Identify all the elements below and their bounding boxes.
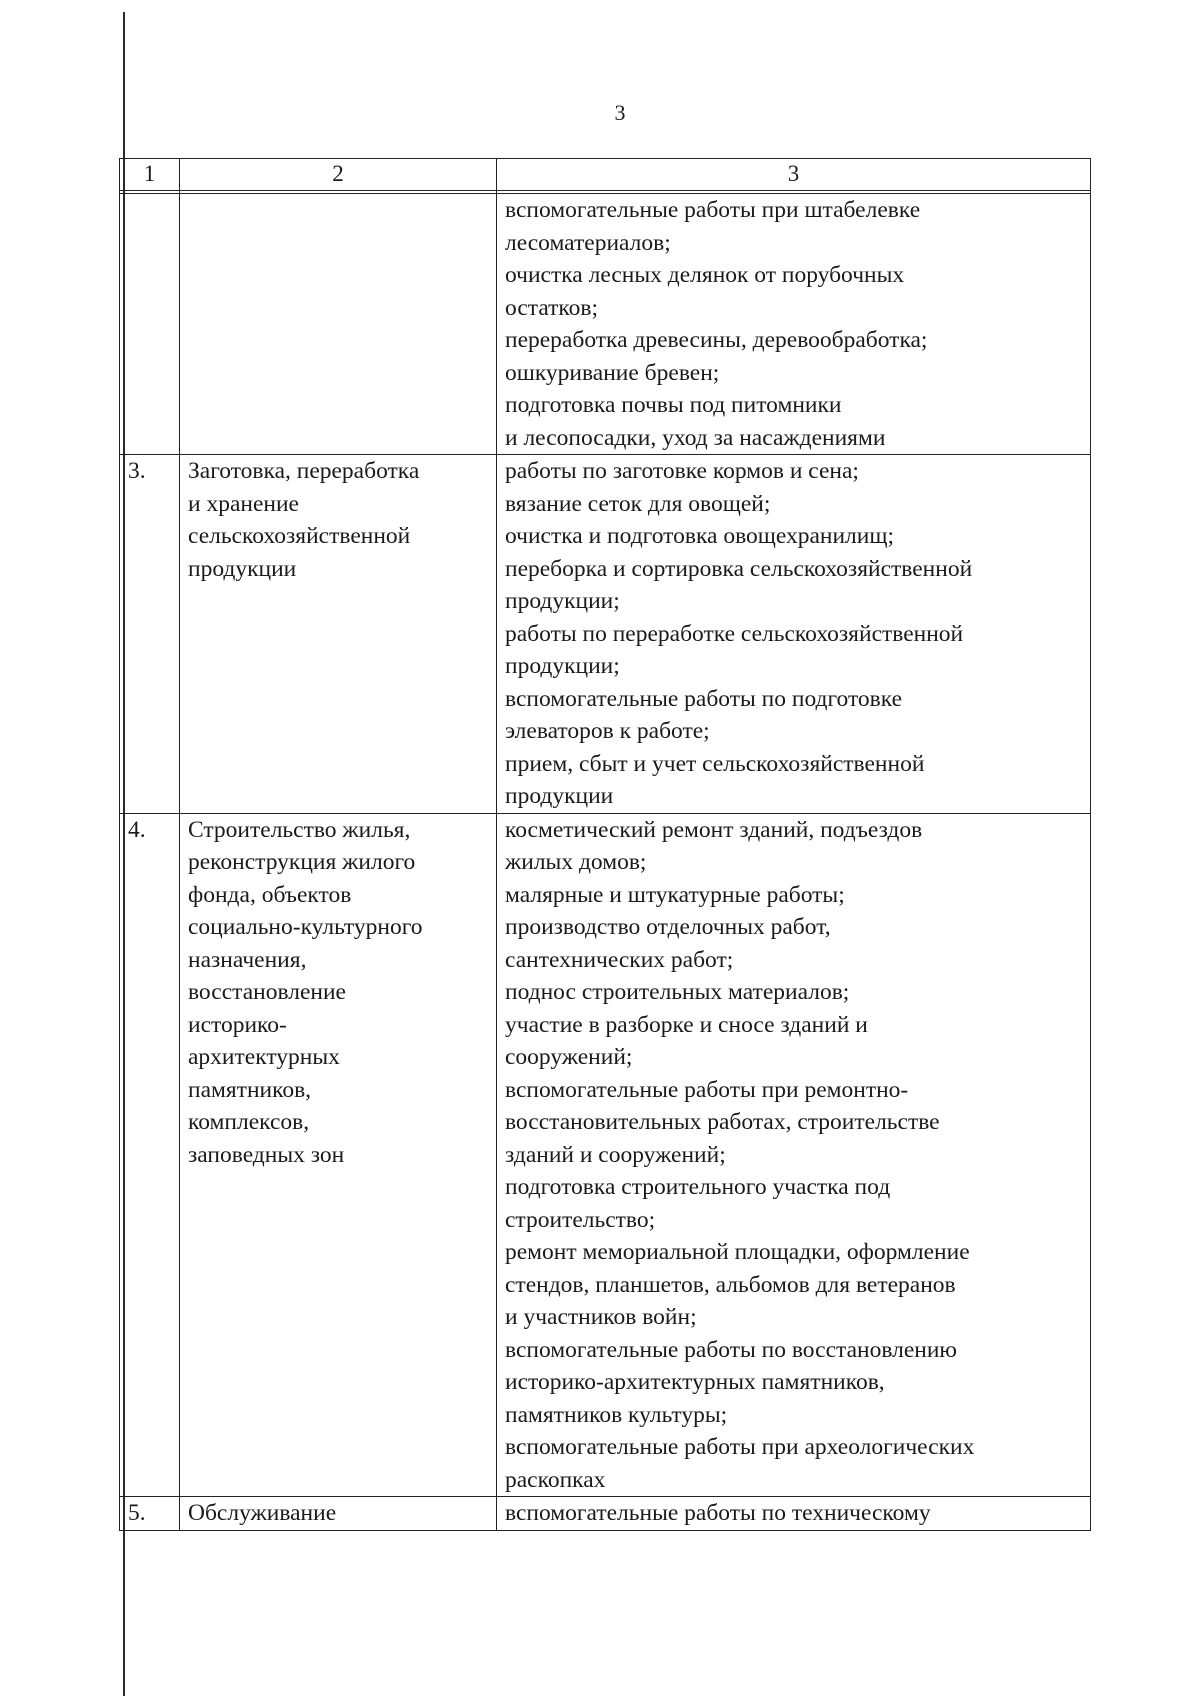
row-number [120, 194, 180, 455]
activity-name-line: продукции [188, 555, 297, 582]
activity-name-line: Обслуживание [188, 1500, 337, 1526]
works-list [497, 194, 1091, 455]
table-header-row [120, 159, 1091, 191]
header-col-3: 3 [497, 159, 1091, 191]
table-row [120, 813, 1091, 1497]
work-line: работы по переработке сельскохозяйственной [505, 620, 964, 647]
work-line: очистка лесных делянок от порубочных [505, 262, 905, 288]
work-line: малярные и штукатурные работы; [505, 881, 845, 908]
works-list [497, 455, 1091, 814]
work-line: очистка и подготовка овощехранилищ; [505, 523, 894, 549]
work-line: памятников культуры; [505, 1401, 728, 1428]
activity-name-line: заповедных зон [188, 1141, 345, 1168]
header-col-1: 1 [120, 159, 180, 191]
work-line: поднос строительных материалов; [505, 979, 850, 1005]
work-line: работы по заготовке кормов и сена; [505, 458, 859, 484]
work-line: раскопках [505, 1466, 606, 1493]
table-row [120, 1497, 1091, 1531]
work-line: жилых домов; [505, 849, 647, 875]
works-table [119, 158, 1091, 1531]
activity-name [180, 1497, 497, 1531]
activity-name-line: памятников, [188, 1076, 312, 1103]
work-line: историко-архитектурных памятников, [505, 1369, 885, 1395]
work-line: строительство; [505, 1206, 656, 1233]
activity-name [180, 455, 497, 814]
activity-name-line: восстановление [188, 979, 346, 1005]
works-list [497, 1497, 1091, 1531]
work-line: прием, сбыт и учет сельскохозяйственной [505, 750, 925, 777]
work-line: продукции [505, 783, 614, 809]
work-line: и лесопосадки, уход за насаждениями [505, 424, 886, 451]
work-line: ремонт мемориальной площадки, оформление [505, 1239, 970, 1265]
work-line: вспомогательные работы по восстановлению [505, 1336, 957, 1363]
row-number: 5. [120, 1497, 180, 1531]
work-line: косметический ремонт зданий, подъездов [505, 816, 923, 843]
work-line: восстановительных работах, строительстве [505, 1109, 940, 1135]
work-line: элеваторов к работе; [505, 718, 710, 744]
table-row [120, 455, 1091, 814]
work-line: подготовка строительного участка под [505, 1174, 891, 1200]
work-line: участие в разборке и сносе зданий и [505, 1011, 868, 1038]
work-line: ошкуривание бревен; [505, 359, 720, 386]
work-line: вязание сеток для овощей; [505, 490, 771, 517]
page-number: 3 [614, 100, 626, 125]
work-line: остатков; [505, 294, 599, 321]
table-row [120, 194, 1091, 455]
work-line: переборка и сортировка сельскохозяйственной [505, 555, 973, 582]
activity-name-line: социально-культурного [188, 914, 423, 940]
row-number: 4. [120, 813, 180, 1497]
work-line: зданий и сооружений; [505, 1141, 726, 1168]
work-line: стендов, планшетов, альбомов для ветеранов [505, 1271, 956, 1298]
work-line: производство отделочных работ, [505, 914, 831, 940]
activity-name-line: архитектурных [188, 1044, 340, 1070]
activity-name-line: Заготовка, переработка [188, 458, 420, 484]
activity-name-line: назначения, [188, 946, 307, 973]
work-line: вспомогательные работы по подготовке [505, 685, 903, 712]
work-line: лесоматериалов; [505, 229, 671, 256]
header-col-2: 2 [180, 159, 497, 191]
activity-name-line: и хранение [188, 490, 299, 517]
activity-name-line: сельскохозяйственной [188, 523, 411, 549]
activity-name-line: реконструкция жилого [188, 849, 416, 875]
row-number: 3. [120, 455, 180, 814]
work-line: сооружений; [505, 1044, 633, 1070]
activity-name [180, 194, 497, 455]
activity-name-line: историко- [188, 1011, 287, 1038]
work-line: продукции; [505, 588, 620, 614]
work-line: подготовка почвы под питомники [505, 392, 842, 418]
activity-name-line: комплексов, [188, 1109, 310, 1135]
work-line: вспомогательные работы по техническому [505, 1500, 931, 1526]
work-line: вспомогательные работы при ремонтно- [505, 1076, 909, 1103]
work-line: вспомогательные работы при штабелевке [505, 197, 921, 223]
works-list [497, 813, 1091, 1497]
activity-name-line: Строительство жилья, [188, 816, 411, 843]
table-body [120, 194, 1091, 1531]
activity-name [180, 813, 497, 1497]
work-line: сантехнических работ; [505, 946, 734, 973]
activity-name-line: фонда, объектов [188, 881, 352, 908]
work-line: продукции; [505, 653, 620, 679]
work-line: вспомогательные работы при археологических [505, 1434, 975, 1460]
work-line: переработка древесины, деревообработка; [505, 327, 928, 353]
work-line: и участников войн; [505, 1304, 697, 1330]
